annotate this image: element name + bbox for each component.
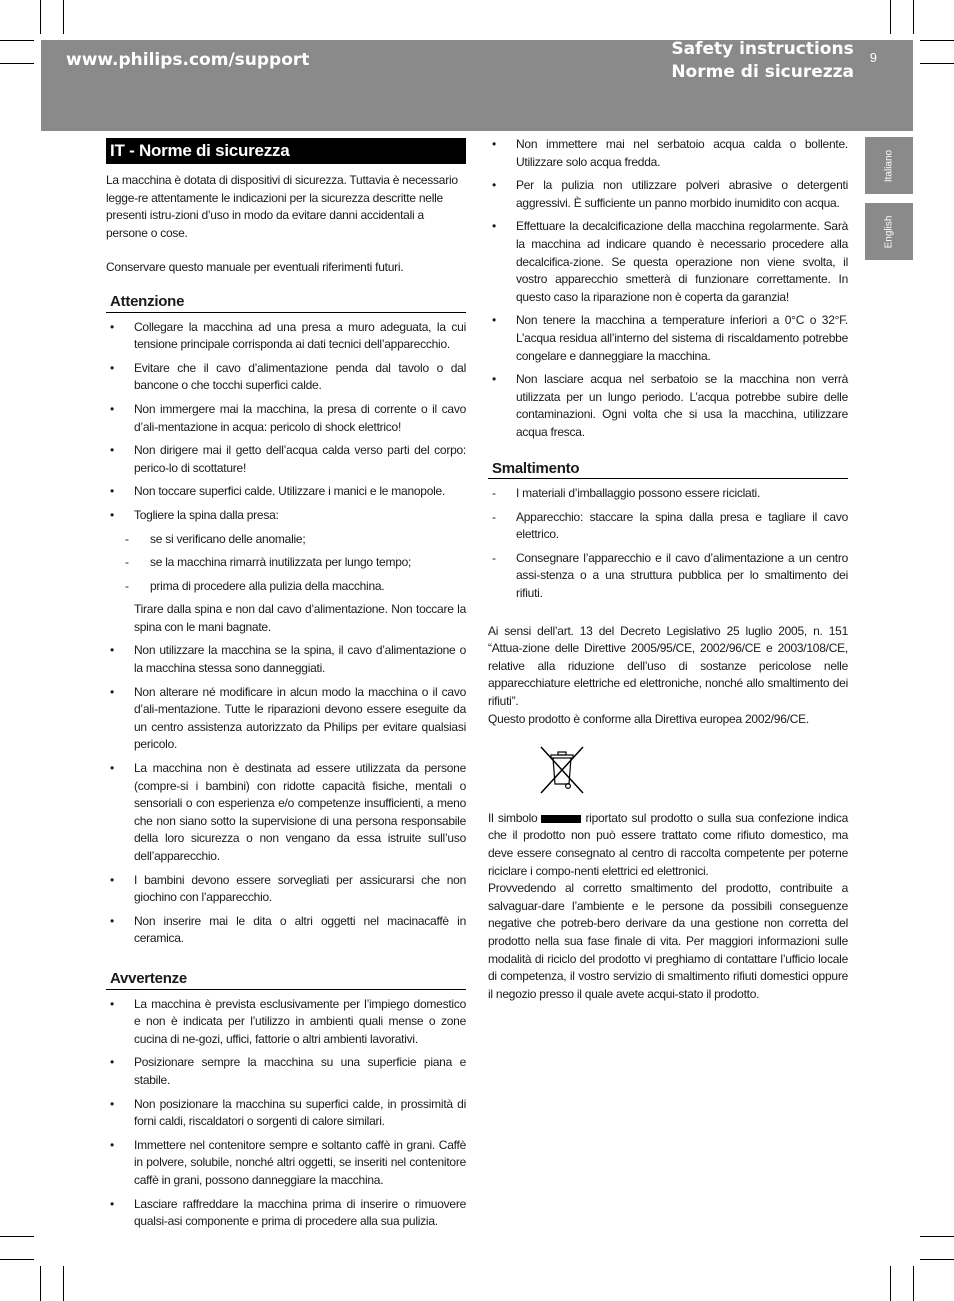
left-column	[106, 138, 466, 1237]
list-item: • I bambini devono essere sorvegliati per assicurarsi che non giochino con l’apparecchio.	[110, 872, 466, 905]
crop-mark	[920, 40, 954, 41]
crop-mark	[913, 0, 914, 34]
attenzione-list	[106, 319, 466, 948]
page-number: 9	[869, 50, 877, 65]
crop-mark	[920, 63, 954, 64]
title-italian: Norme di sicurezza	[671, 62, 854, 82]
list-item: • Non immergere mai la macchina, la presa di corrente o il cavo d’ali-mentazione in acqua: pericolo di shock elettrico!	[110, 401, 466, 434]
crop-mark	[0, 1259, 34, 1260]
crop-mark	[0, 40, 34, 41]
list-continuation: Tirare dalla spina e non dal cavo d’alimentazione. Non toccare la spina con le mani bagnate.	[134, 602, 466, 634]
heading-attenzione: Attenzione	[106, 293, 466, 313]
list-item: • Collegare la macchina ad una presa a muro adeguata, la cui tensione principale corrisponda ai dati tecnici dell’apparecchio.	[110, 319, 466, 352]
crop-mark	[0, 63, 34, 64]
list-item: • Non utilizzare la macchina se la spina, il cavo d’alimentazione o la macchina stessa sono danneggiati.	[110, 643, 466, 676]
tab-english[interactable]	[865, 203, 913, 260]
crop-mark	[40, 1266, 41, 1301]
crop-mark	[920, 1259, 954, 1260]
page-title	[671, 38, 854, 84]
avvertenze-list	[106, 996, 466, 1231]
list-item: • Immettere nel contenitore sempre e soltanto caffè in grani. Caffè in polvere, solubile, nonché altri oggetti, se inseriti nel contenitore caffè in grani, possono danneggiare la macchina.	[110, 1137, 466, 1187]
list-item: • Non alterare né modificare in alcun modo la macchina o il cavo d’ali-mentazione. Tutte le riparazioni devono essere eseguite da un centro assistenza autorizzato da Philips per evitare qualsiasi pericolo.	[110, 684, 466, 752]
tab-italiano-label: Italiano	[883, 149, 895, 182]
list-item: • Non posizionare la macchina su superfici calde, in prossimità di forni caldi, riscaldatori o sorgenti di calore similari.	[110, 1096, 466, 1129]
crop-mark	[63, 0, 64, 34]
heading-avvertenze: Avvertenze	[106, 970, 466, 990]
crop-mark	[920, 1236, 954, 1237]
list-item: - I materiali d’imballaggio possono essere riciclati.	[492, 486, 761, 501]
sub-list-item: - se si verificano delle anomalie;	[125, 531, 306, 546]
warnings-continued-list	[488, 136, 848, 442]
crop-mark	[890, 0, 891, 34]
list-item: • Non immettere mai nel serbatoio acqua calda o bollente. Utilizzare solo acqua fredda.	[492, 137, 848, 169]
list-item: - Apparecchio: staccare la spina dalla presa e tagliare il cavo elettrico.	[492, 509, 848, 542]
crop-mark	[890, 1266, 891, 1301]
crop-mark	[0, 1236, 34, 1237]
list-item: - Consegnare l’apparecchio e il cavo d’alimentazione a un centro assi-stenza o a una struttura pubblica per lo smaltimento dei rifiuti.	[492, 550, 848, 601]
decree-paragraph: Ai sensi dell’art. 13 del Decreto Legislativo 25 luglio 2005, n. 151 “Attua-zione delle Direttive 2005/95/CE, 2002/96/CE e 2003/108/CE, relative alla riduzione dell’uso di sostanze pericolose nelle apparecchiature elettriche ed elettroniche, nonché allo smaltimento dei rifiuti”.	[488, 623, 848, 709]
crossed-bin-icon	[538, 744, 586, 796]
tab-english-label: English	[883, 215, 895, 248]
list-item: • Posizionare sempre la macchina su una superficie piana e stabile.	[110, 1055, 466, 1087]
sub-list-item: - prima di procedere alla pulizia della macchina.	[125, 578, 385, 593]
closing-paragraph: Provvedendo al corretto smaltimento del prodotto, contribuite a salvaguar-dare l’ambiente e le persone da possibili conseguenze negative che potreb-bero derivare da una gestione non corretta del prodotto nella sua fase finale di vita. Per maggiori informazioni sulle modalità di riciclo del prodotto vi preghiamo di contattare l’ufficio locale di competenza, il vostro servizio di smaltimento rifiuti domestici oppure il negozio presso il quale avete acqui-stato il prodotto.	[488, 881, 848, 1001]
list-item: • Togliere la spina dalla presa:	[110, 507, 279, 522]
conformity-statement: Questo prodotto è conforme alla Direttiva europea 2002/96/CE.	[488, 711, 809, 726]
symbol-paragraph: Il simbolo riportato sul prodotto o sulla sua confezione indica che il prodotto non può essere trattato come rifiuto domestico, ma deve essere consegnato al centro di raccolta competente per poterne riciclare i compo-nenti elettrici ed elettronici.	[488, 810, 848, 878]
smaltimento-list	[488, 485, 848, 603]
list-item: • Non toccare superfici calde. Utilizzare i manici e le manopole.	[110, 484, 446, 499]
right-column	[488, 134, 848, 1003]
crop-mark	[40, 0, 41, 34]
list-item: • Evitare che il cavo d’alimentazione penda dal tavolo o dal bancone o che tocchi superfici calde.	[110, 360, 466, 393]
title-english: Safety instructions	[671, 39, 854, 59]
list-item: • La macchina è prevista esclusivamente per l’impiego domestico e non è indicata per l’utilizzo in ambienti quali mense o zone cucina di ne-gozi, uffici, fattorie o altri ambienti lavorativi.	[110, 996, 466, 1046]
list-item: • Non tenere la macchina a temperature inferiori a 0°C o 32°F. L’acqua residua all’interno del sistema di riscaldamento potrebbe congelare e danneggiare la macchina.	[492, 313, 848, 363]
sub-list-item: - se la macchina rimarrà inutilizzata per lungo tempo;	[125, 555, 412, 570]
weee-bar-icon	[541, 815, 581, 823]
tab-italiano[interactable]	[865, 137, 913, 194]
section-title: IT - Norme di sicurezza	[106, 138, 466, 164]
intro-keep-manual: Conservare questo manuale per eventuali riferimenti futuri.	[106, 260, 404, 275]
list-item: • Effettuare la decalcificazione della macchina regolarmente. Sarà la macchina ad indicare quando è necessario procedere alla decalcifica-zione. Se questa operazione non viene svolta, il vostro apparecchio smetterà di funzionare correttamente. In questo caso la riparazione non è coperta da garanzia!	[492, 219, 848, 304]
heading-smaltimento: Smaltimento	[488, 460, 848, 480]
intro-paragraph: La macchina è dotata di dispositivi di sicurezza. Tuttavia è necessario legge-re attentamente le indicazioni per la sicurezza descritte nelle presenti istru-zioni d’uso in modo da evitare danni accidentali a persone o cose.	[106, 173, 458, 240]
list-item: • Per la pulizia non utilizzare polveri abrasive o detergenti aggressivi. È sufficiente un panno morbido inumidito con acqua.	[492, 178, 848, 210]
list-item: • La macchina non è destinata ad essere utilizzata da persone (compre-si i bambini) con ridotte capacità fisiche, mentali o sensoriali o con esperienza e/o competenze insufficienti, a meno che non siano sotto la supervisione di una persona responsabile della loro sicurezza o non vengano da essa istruite sull’uso dell’apparecchio.	[110, 761, 466, 863]
support-url[interactable]: www.philips.com/support	[66, 50, 310, 70]
list-item: • Lasciare raffreddare la macchina prima di inserire o rimuovere qualsi-asi componente e prima di procedere alla sua pulizia.	[110, 1196, 466, 1229]
list-item: • Non dirigere mai il getto dell’acqua calda verso parti del corpo: perico-lo di scottature!	[110, 443, 466, 475]
list-item: • Non inserire mai le dita o altri oggetti nel macinacaffè in ceramica.	[110, 913, 466, 946]
crop-mark	[913, 1266, 914, 1301]
crop-mark	[63, 1266, 64, 1301]
list-item: • Non lasciare acqua nel serbatoio se la macchina non verrà utilizzata per un lungo periodo. L’acqua potrebbe subire delle contaminazioni. Ogni volta che si usa la macchina, utilizzare acqua fresca.	[492, 372, 848, 439]
